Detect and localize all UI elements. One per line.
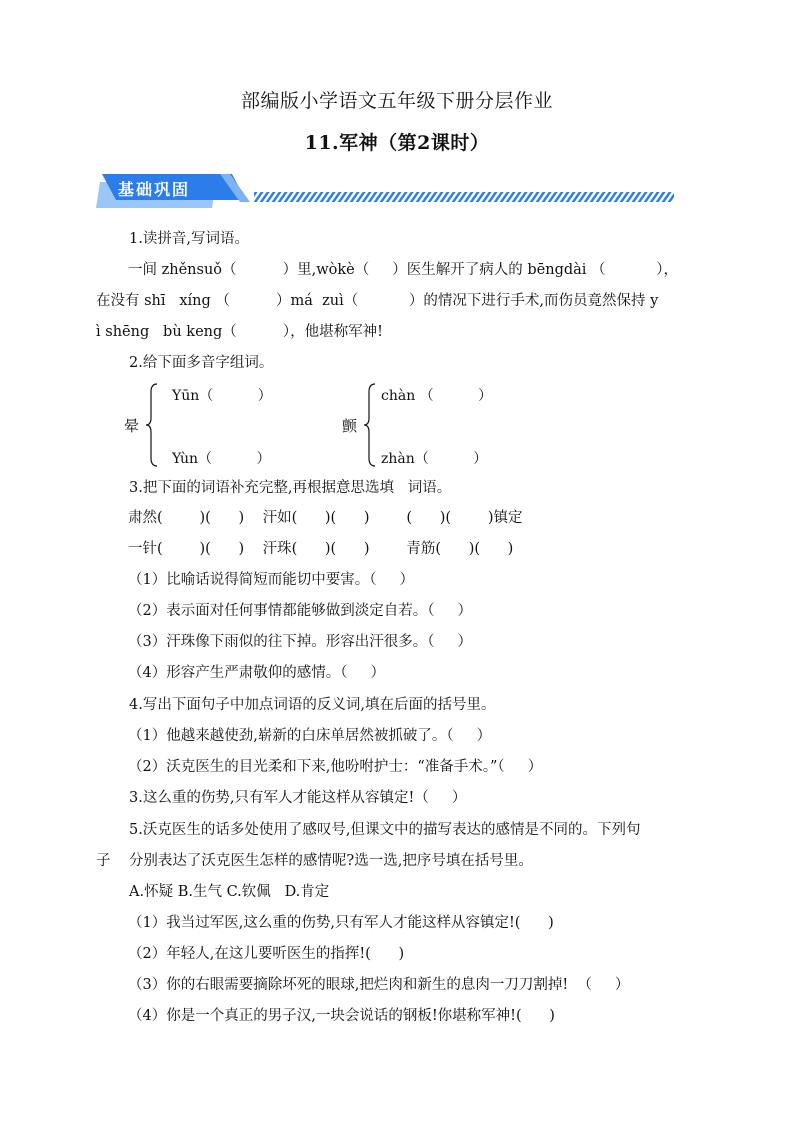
polyphone-char-2: 颤	[342, 417, 358, 435]
document-title: 部编版小学语文五年级下册分层作业	[240, 90, 553, 112]
q5-options: A.怀疑 B.生气 C.钦佩 D.肯定	[129, 884, 330, 900]
q3-row-2: 一针( )( ) 汗珠( )( ) 青筋( )( )	[128, 541, 514, 557]
q4-item-3: 3.这么重的伤势,只有军人才能这样从容镇定!（ ）	[129, 790, 467, 806]
q3-item-2: （2）表示面对任何事情都能够做到淡定自若。（ ）	[128, 603, 473, 619]
q5-item-2: （2）年轻人,在这儿要听医生的指挥!( )	[128, 946, 405, 962]
q5-title: 5.沃克医生的话多处使用了感叹号,但课文中的描写表达的感情是不同的。下列句	[129, 822, 641, 838]
q1-line-1: 一间 zhěnsuǒ（ ）里,wòkè（ ）医生解开了病人的 bēngdài （ ），	[128, 262, 678, 278]
q5-item-3: （3）你的右眼需要摘除坏死的眼球,把烂肉和新生的息肉一刀刀割掉! （ ）	[128, 977, 630, 993]
section-banner-label: 基础巩固	[118, 180, 191, 199]
q2-title: 2.给下面多音字组词。	[129, 355, 274, 371]
q5-item-4: （4）你是一个真正的男子汉,一块会说话的钢板!你堪称军神!( )	[128, 1008, 555, 1024]
q4-title: 4.写出下面句子中加点词语的反义词,填在后面的括号里。	[129, 697, 496, 713]
polyphone-2-pinyin-2: zhàn（ ）	[381, 451, 488, 467]
q3-row-1: 肃然( )( ) 汗如( )( ) ( )( )镇定	[128, 510, 523, 526]
q5-title-continued: 子 分别表达了沃克医生怎样的感情呢?选一选,把序号填在括号里。	[96, 853, 533, 869]
curly-brace-icon	[145, 382, 159, 468]
polyphone-1-pinyin-2: Yùn（ ）	[172, 451, 271, 467]
q1-line-2: 在没有 shī xíng （ ）má zuì（ ）的情况下进行手术,而伤员竟然保持 y	[96, 293, 659, 309]
polyphone-2-pinyin-1: chàn （ ）	[381, 388, 493, 404]
q5-item-1: （1）我当过军医,这么重的伤势,只有军人才能这样从容镇定!( )	[128, 915, 554, 931]
q3-item-3: （3）汗珠像下雨似的往下掉。形容出汗很多。（ ）	[128, 634, 473, 650]
curly-brace-icon	[363, 382, 377, 468]
polyphone-group-2	[342, 382, 542, 472]
lesson-title: 11.军神（第2课时）	[304, 132, 490, 154]
q3-title: 3.把下面的词语补充完整,再根据意思选填 词语。	[129, 480, 452, 496]
q4-item-1: （1）他越来越使劲,崭新的白床单居然被抓破了。（ ）	[128, 728, 492, 744]
q4-item-2: （2）沃克医生的目光柔和下来,他吩咐护士：“准备手术。”（ ）	[128, 759, 543, 775]
polyphone-group-1	[124, 382, 304, 472]
q3-item-1: （1）比喻话说得简短而能切中要害。（ ）	[128, 572, 415, 588]
q1-title: 1.读拼音,写词语。	[129, 231, 249, 247]
section-banner	[96, 170, 686, 214]
polyphone-1-pinyin-1: Yūn（ ）	[172, 388, 272, 404]
polyphone-char-1: 晕	[124, 417, 140, 435]
q3-item-4: （4）形容产生严肃敬仰的感情。（ ）	[128, 665, 386, 681]
banner-stripes	[254, 192, 674, 202]
q1-line-3: ì shēng bù keng（ ），他堪称军神!	[96, 324, 383, 340]
